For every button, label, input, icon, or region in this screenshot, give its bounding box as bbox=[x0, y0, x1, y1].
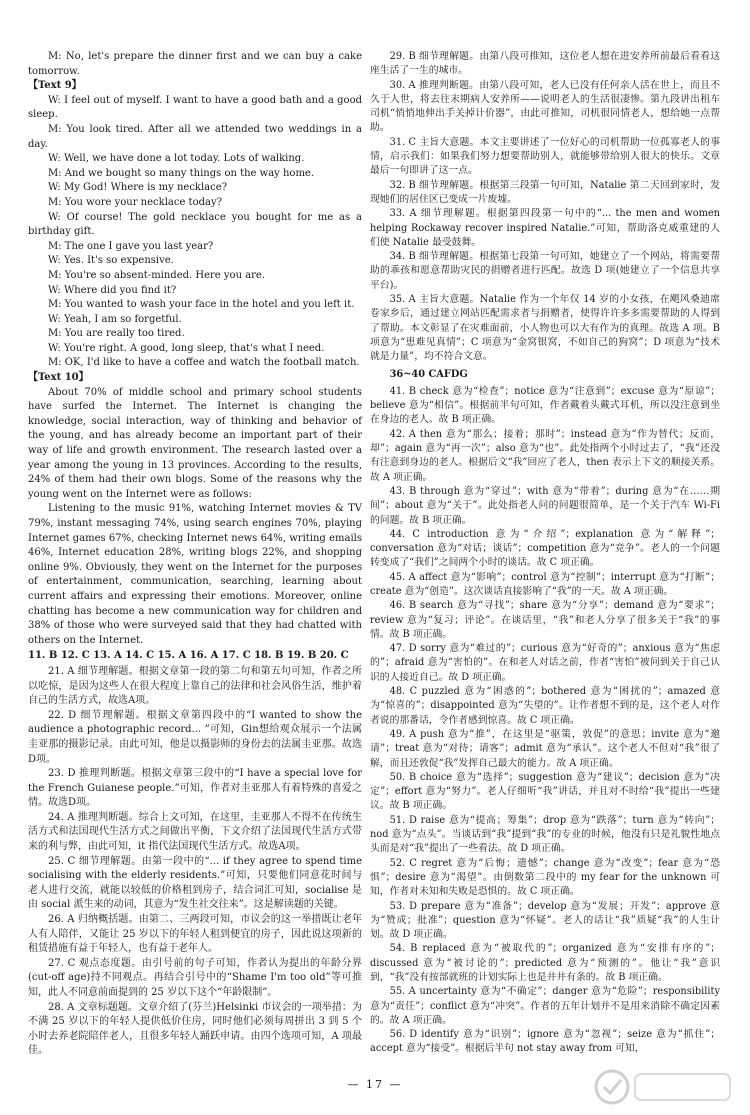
paragraph: 43. B through 意为“穿过”；with 意为“带着”；during 意为“在……期间”；about 意为“关于”。此处指老人问的问题很简单，是一个关于汽车 Wi-Fi 的问题。故 B 项正确。 bbox=[370, 485, 720, 526]
paragraph: 25. C 细节理解题。由第一段中的“... if they agree to spend time socialising with the elderly residents.”可知，只要他们同意花时间与老人进行交流，就能以较低的价格租到房子，结合词汇可知，socialise 是由 social 派生来的动词，其意为“发生社交往来”。这是解读题的关键。 bbox=[28, 855, 362, 911]
paragraph: 46. B search 意为“寻找”；share 意为“分享”；demand 意为“要求”；review 意为“复习；评论”。在谈话里，“我”和老人分享了很多关于“我”的事情。故 B 项正确。 bbox=[370, 600, 720, 640]
paragraph: 22. D 细节理解题。根据文章第四段中的“I wanted to show the audience a photographic record... ”可知，Gin想给观众展示一个法属圭亚那的摄影记录。由此可知，他是以摄影师的身份去的法属圭亚那。故选D项。 bbox=[28, 709, 362, 765]
paragraph: 48. C puzzled 意为“困惑的”；bothered 意为“困扰的”；amazed 意为“惊喜的”；disappointed 意为“失望的”。让作者想不到的是，这个老人对作者说的那番话，令作者感到惊喜。故 C 项正确。 bbox=[370, 686, 720, 726]
paragraph: 41. B check 意为“检查”；notice 意为“注意到”；excuse 意为“原谅”；believe 意为“相信”。根据前半句可知，作者戴着头戴式耳机，所以没注意到坐在身边的老人。故 B 项正确。 bbox=[370, 385, 720, 426]
paragraph: 21. A 细节理解题。根据文章第一段的第二句和第五句可知，作者之所以吃惊，是因为这些人在很大程度上靠自己的法律和社会风俗生活，维护着自己的生活方式，故选A项。 bbox=[28, 665, 362, 707]
paragraph: W: Well, we have done a lot today. Lots of walking. bbox=[48, 153, 305, 165]
paragraph: 44. C introduction 意为“介绍”；explanation 意为“解释”；conversation 意为“对话；谈话”；competition 意为“竞争”。老人的一个问题转变成了“我们”之间两个小时的谈话。故 C 项正确。 bbox=[370, 528, 720, 569]
paragraph: 31. C 主旨大意题。本文主要讲述了一位好心的司机帮助一位孤寡老人的事情，启示我们：如果我们努力想要帮助别人，就能够带给别人很大的快乐。文章最后一句即讲了这一点。 bbox=[370, 136, 720, 177]
paragraph: 51. D raise 意为“提高；筹集”；drop 意为“跌落”；turn 意为“转向”；nod 意为“点头”。当谈话到“我”提到“我”的专业的时候，他没有只是礼貌性地点头而是对“我”提出了一些看法。故 D 项正确。 bbox=[370, 814, 720, 855]
paragraph: 29. B 细节理解题。由第八段可推知，这位老人想在进安养所前最后看看这座生活了一生的城市。 bbox=[370, 51, 720, 77]
paragraph: W: I feel out of myself. I want to have a good bath and a good sleep. bbox=[28, 94, 362, 121]
paragraph: 23. D 推理判断题。根据文章第三段中的“I have a special love for the French Guianese people.”可知，作者对圭亚那人有着特殊的喜爱之情。故选D项。 bbox=[28, 768, 362, 809]
paragraph: Listening to the music 91%, watching Internet movies & TV 79%, instant messaging 74%, using search engines 70%, playing Internet games 67%, checking Internet news 64%, writing emails 46%, Internet education 28%, writing blogs 22%, and shopping online 9%. Obviously, they went on the Internet for the purposes of entertainment, communication, searching, learning about current affairs and expressing their emotions. Moreover, online chatting has become a new communication way for children and 38% of those who were surveyed said that they had chatted with others on the Internet. bbox=[28, 503, 362, 646]
page-number: — 17 — bbox=[347, 1078, 403, 1091]
watermark-logo bbox=[590, 1062, 740, 1112]
paragraph: W: Where did you find it? bbox=[48, 284, 177, 296]
right-column bbox=[370, 50, 720, 1057]
paragraph: M: And we bought so many things on the way home. bbox=[48, 167, 315, 179]
paragraph: 33. A 细节理解题。根据第四段第一句中的“... the men and women helping Rockaway recover inspired Natalie.”可知，帮助洛克威重建的人们使 Natalie 最受鼓舞。 bbox=[370, 208, 720, 248]
paragraph: M: You are really too tired. bbox=[48, 328, 185, 340]
paragraph: W: Yeah, I am so forgetful. bbox=[48, 313, 182, 325]
answer-key: 11. B 12. C 13. A 14. C 15. A 16. A 17. C 18. B 19. B 20. C bbox=[28, 650, 349, 662]
paragraph: W: Of course! The gold necklace you bought for me as a birthday gift. bbox=[28, 211, 362, 238]
paragraph: About 70% of middle school and primary school students have surfed the Internet. The Internet is changing the knowledge, social interaction, way of thinking and behavior of the young, and has already become an important part of their way of life and growth environment. The research lasted over a year among the young in 13 provinces. According to the results, 24% of them had their own blogs. Some of the reasons why the young went on the Internet were as follows: bbox=[28, 386, 362, 500]
paragraph: 35. A 主旨大意题。Natalie 作为一个年仅 14 岁的小女孩，在飓风桑迪席卷家乡后，通过建立网站匹配需求者与捐赠者，使得许许多多需要帮助的人得到了帮助。本文彰显了在灾难面前，小人物也可以大有作为的真理。故选 A 项。B 项意为“患难见真情”；C 项意为“金窝银窝，不如自己的狗窝”；D 项意为“技术就是力量”，均不符合文意。 bbox=[370, 294, 720, 363]
paragraph: W: Yes. It's so expensive. bbox=[48, 255, 174, 267]
paragraph: 50. B choice 意为“选择”；suggestion 意为“建议”；decision 意为“决定”；effort 意为“努力”。老人仔细听“我”讲话，并且对不时给“我”提出一些建议。故 B 项正确。 bbox=[370, 771, 720, 812]
paragraph: M: You wanted to wash your face in the hotel and you left it. bbox=[48, 299, 355, 311]
paragraph: W: You're right. A good, long sleep, that's what I need. bbox=[48, 342, 325, 354]
answer-range: 36~40 CAFDG bbox=[389, 368, 468, 380]
paragraph: 28. A 文章标题题。文章介绍了(芬兰)Helsinki 市议会的一项举措：为不满 25 岁以下的年轻人提供低价住房，同时他们必须每周拼出 3 到 5 个小时去养老院陪伴老人，且很多年轻人踊跃申请。由四个选项可知，A 项最佳。 bbox=[28, 1001, 362, 1057]
paragraph: 34. B 细节理解题。根据第七段第一句可知，她建立了一个网站，将需要帮助的乖孩和愿意帮助灾民的捐赠者进行匹配。故选 D 项(她建立了一个信息共享平台)。 bbox=[370, 251, 720, 291]
paragraph: M: You're so absent-minded. Here you are. bbox=[48, 269, 266, 281]
paragraph: 55. A uncertainty 意为“不确定”；danger 意为“危险”；responsibility 意为“责任”；conflict 意为“冲突”。作者的五年计划并不是用来消除不确定因素的。故 A 项正确。 bbox=[370, 986, 720, 1026]
paragraph: M: No, let's prepare the dinner first and we can buy a cake tomorrow. bbox=[28, 51, 362, 77]
paragraph: 52. C regret 意为“后悔；遗憾”；change 意为“改变”；fear 意为“恐惧”；desire 意为“渴望”。由倒数第二段中的 my fear for the unknown 可知，作者对未知和失败是恐惧的。故 C 项正确。 bbox=[370, 857, 720, 898]
paragraph: M: You look tired. After all we attended two weddings in a day. bbox=[28, 123, 362, 150]
paragraph: W: My God! Where is my necklace? bbox=[48, 182, 228, 194]
paragraph: 24. A 推理判断题。综合上文可知，在这里，圭亚那人不得不在传统生活方式和法国现代生活方式之间做出平衡，下文介绍了法国现代生活方式带来的利与弊，由此可知，it 指代法国现代生活方式。故选A项。 bbox=[28, 811, 362, 853]
paragraph: 27. C 观点态度题。由引号前的句子可知，作者认为提出的年龄分界(cut-off age)持不同观点。再结合引号中的“Shame I'm too old”等可推知，此人不同意前面提到的 25 岁以下这个“年龄限制”。 bbox=[28, 957, 362, 998]
paragraph: M: You wore your necklace today? bbox=[48, 196, 222, 208]
paragraph: 54. B replaced 意为“被取代的”；organized 意为“安排有序的”；discussed 意为“被讨论的”；predicted 意为“预测的”。他让“我”意识到，“我”没有按部就班的计划实际上也是井井有条的。故 B 项正确。 bbox=[370, 943, 720, 983]
paragraph: 45. A affect 意为“影响”；control 意为“控制”；interrupt 意为“打断”；create 意为“创造”。这次谈话直接影响了“我”的一天。故 A 项正确。 bbox=[370, 571, 720, 597]
section-heading: 【Text 9】 bbox=[28, 80, 82, 92]
paragraph: 49. A push 意为“推”，在这里是“驱策，敦促”的意思；invite 意为“邀请”；treat 意为“对待；请客”；admit 意为“承认”。这个老人不但对“我”很了解，而且还敦促“我”发挥自己最大的能力。故 A 项正确。 bbox=[370, 728, 720, 769]
paragraph: 32. B 细节理解题。根据第三段第一句可知，Natalie 第二天回到家时，发现她们的居住区已变成一片废墟。 bbox=[370, 179, 720, 205]
paragraph: 42. A then 意为“那么；接着；那时”；instead 意为“作为替代；反而，却”；again 意为“再一次”；also 意为“也”。此处指两个小时过去了，“我”还没有注意到身边的老人。根据后文“我”回应了老人，then 表示上下文的顺接关系。故 A 项正确。 bbox=[370, 428, 720, 483]
paragraph: 30. A 推理判断题。由第八段可知，老人已没有任何亲人活在世上，而且不久于人世，将去往末期病人安养所——说明老人的生活很凄惨。第九段讲出租车司机“悄悄地伸出手关掉计价器”，由此可推知，司机很同情老人，想给她一点帮助。 bbox=[370, 79, 720, 134]
paragraph: 47. D sorry 意为“难过的”；curious 意为“好奇的”；anxious 意为“焦虑的”；afraid 意为“害怕的”。在和老人对话之前，作者“害怕”被问到关于自己认识的人接近自己。故 D 项正确。 bbox=[370, 643, 720, 683]
paragraph: M: OK, I'd like to have a coffee and watch the football match. bbox=[48, 357, 360, 369]
paragraph: 26. A 归纳概括题。由第二、三两段可知，市议会的这一举措既让老年人有人陪伴，又能让 25 岁以下的年轻人租到便宜的房子，因此说这项新的租赁措施有益于年轻人，也有益于老年人。 bbox=[28, 914, 362, 955]
paragraph: 56. D identify 意为“识别”；ignore 意为“忽视”；seize 意为“抓住”；accept 意为“接受”。根据后半句 not stay away from 可知， bbox=[370, 1029, 720, 1055]
left-column bbox=[28, 50, 362, 1059]
section-heading: 【Text 10】 bbox=[28, 372, 89, 384]
paragraph: M: The one I gave you last year? bbox=[48, 240, 214, 252]
paragraph: 53. D prepare 意为“准备”；develop 意为“发展；开发”；approve 意为“赞成；批准”；question 意为“怀疑”。老人的话让“我”质疑“我”的人生计划。故 D 项正确。 bbox=[370, 900, 720, 941]
